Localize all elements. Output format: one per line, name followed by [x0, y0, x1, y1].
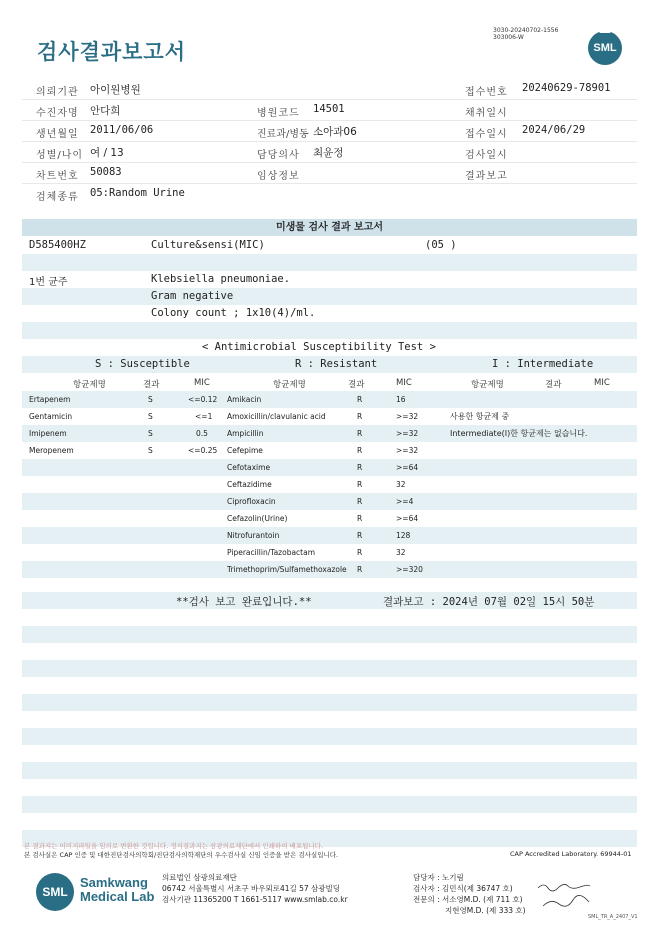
empty-band — [22, 694, 637, 711]
drug-name: Gentamicin — [29, 412, 73, 421]
sml-logo-bottom: SML — [36, 873, 74, 911]
form-code: SML_TR_A_2407_V1 — [588, 914, 638, 920]
drug-mic: 0.5 — [196, 429, 208, 438]
receipt-no-value: 20240629-78901 — [522, 82, 611, 94]
col-result-header-1: 결과 — [143, 380, 160, 390]
empty-band — [22, 626, 637, 643]
staff-specialist-2: 지현영M.D. (제 333 호) — [445, 906, 526, 915]
signature-stroke — [543, 895, 589, 906]
institution-value: 아이원병원 — [90, 84, 141, 96]
empty-band — [22, 728, 637, 745]
doc-codes — [493, 27, 558, 41]
drug-result: R — [357, 446, 363, 455]
ast-title: < Antimicrobial Susceptibility Test > — [202, 341, 436, 353]
band-row — [22, 391, 637, 408]
certification-note: 본 검사실은 CAP 인증 및 대한진단검사의학회/진단검사의학재단의 우수검사실 신임 인증을 받은 검사실입니다. — [24, 851, 339, 859]
doc-code-1: 3030-20240702-1556 — [493, 27, 559, 34]
cap-accreditation: CAP Accredited Laboratory. 69944-01 — [510, 850, 632, 858]
drug-mic: 32 — [396, 548, 406, 557]
test-row — [22, 237, 637, 254]
drug-name: Ciprofloxacin — [227, 497, 276, 506]
drug-mic: >=32 — [396, 446, 419, 455]
signature-stroke — [538, 884, 590, 891]
info-row-3 — [22, 121, 637, 142]
empty-band — [22, 660, 637, 677]
patient-value: 안다희 — [90, 105, 121, 117]
drug-name: Cefazolin(Urine) — [227, 514, 288, 523]
report-complete: **검사 보고 완료입니다.** — [176, 596, 312, 608]
chart-no-value: 50083 — [90, 166, 122, 178]
col-drug-header-2: 항균제명 — [273, 380, 306, 390]
gram-stain: Gram negative — [151, 290, 234, 302]
staff-contact: 담당자 : 노기림 — [413, 873, 464, 882]
sex-age-label: 성별/나이 — [36, 150, 84, 161]
intermediate-note-1: 사용한 항균제 중 — [450, 412, 510, 421]
drug-mic: >=4 — [396, 497, 414, 506]
info-row-2 — [22, 100, 637, 121]
organism-name: Klebsiella pneumoniae. — [151, 273, 291, 285]
drug-name: Cefepime — [227, 446, 263, 455]
org-contact: 검사기관 11365200 T 1661-5117 www.smlab.co.kr — [162, 895, 348, 904]
drug-result: S — [148, 429, 153, 438]
dept-value: 소아과06 — [313, 126, 357, 138]
drug-name: Ertapenem — [29, 395, 71, 404]
specimen-label: 검체종류 — [36, 192, 79, 203]
band-row — [22, 322, 637, 339]
org-name: 의료법인 삼광의료재단 — [162, 873, 237, 882]
receipt-no-label: 접수번호 — [465, 87, 508, 98]
drug-result: R — [357, 480, 363, 489]
drug-mic: >=64 — [396, 514, 419, 523]
test-code: D585400HZ — [29, 239, 86, 251]
collection-date-label: 채취일시 — [465, 108, 508, 119]
col-result-header-3: 결과 — [545, 380, 562, 390]
drug-mic: >=320 — [396, 565, 423, 574]
doctor-label: 담당의사 — [257, 150, 300, 161]
intermediate-note-2: Intermediate(I)한 항균제는 없습니다. — [450, 429, 588, 438]
drug-name: Piperacillin/Tazobactam — [227, 548, 316, 557]
drug-result: R — [357, 429, 363, 438]
col-mic-header-1: MIC — [194, 378, 210, 388]
legend-susceptible: S : Susceptible — [95, 358, 190, 370]
drug-result: S — [148, 446, 153, 455]
org-address: 06742 서울특별시 서초구 바우뫼로41길 57 삼광빌딩 — [162, 884, 341, 893]
drug-name: Ampicillin — [227, 429, 264, 438]
brand-line-1: Samkwang — [80, 875, 148, 890]
drug-mic: 32 — [396, 480, 406, 489]
col-mic-header-3: MIC — [594, 378, 610, 388]
hospital-code-label: 병원코드 — [257, 108, 300, 119]
doctor-value: 최윤정 — [313, 147, 344, 159]
institution-label: 의뢰기관 — [36, 87, 79, 98]
drug-result: R — [357, 463, 363, 472]
test-number: (05 ) — [425, 239, 457, 251]
signature-graphic — [535, 876, 605, 916]
empty-band — [22, 762, 637, 779]
drug-name: Trimethoprim/Sulfamethoxazole — [227, 565, 347, 574]
micro-section-title: 미생물 검사 결과 보고서 — [22, 219, 637, 236]
test-date-label: 검사일시 — [465, 150, 508, 161]
drug-name: Imipenem — [29, 429, 67, 438]
page-title: 검사결과보고서 — [37, 40, 187, 64]
report-time: 결과보고 : 2024년 07월 02일 15시 50분 — [383, 596, 595, 608]
legend-intermediate: I : Intermediate — [492, 358, 594, 370]
colony-count: Colony count ; 1x10(4)/ml. — [151, 307, 316, 319]
dob-value: 2011/06/06 — [90, 124, 154, 136]
drug-name: Amoxicillin/clavulanic acid — [227, 412, 326, 421]
drug-result: R — [357, 514, 363, 523]
drug-name: Nitrofurantoin — [227, 531, 280, 540]
receipt-date-value: 2024/06/29 — [522, 124, 586, 136]
disclaimer-note: 본 결과지는 이미지파일을 임의로 변환한 것입니다. 정식결과지는 삼광의료재단에서 인쇄하여 배포됩니다. — [24, 842, 324, 850]
band-row — [22, 493, 637, 510]
drug-mic: <=1 — [195, 412, 213, 421]
drug-result: R — [357, 548, 363, 557]
col-result-header-2: 결과 — [348, 380, 365, 390]
brand-name — [80, 876, 154, 904]
sml-logo: SML — [588, 31, 622, 65]
chart-no-label: 차트번호 — [36, 171, 79, 182]
drug-mic: 128 — [396, 531, 411, 540]
drug-mic: >=64 — [396, 463, 419, 472]
drug-mic: >=32 — [396, 412, 419, 421]
drug-result: R — [357, 565, 363, 574]
report-label: 결과보고 — [465, 171, 508, 182]
drug-result: R — [357, 412, 363, 421]
drug-mic: <=0.25 — [188, 446, 218, 455]
drug-name: Cefotaxime — [227, 463, 271, 472]
patient-label: 수진자명 — [36, 108, 79, 119]
drug-mic: 16 — [396, 395, 406, 404]
receipt-date-label: 접수일시 — [465, 129, 508, 140]
info-row-4 — [22, 142, 637, 163]
info-row-5 — [22, 163, 637, 184]
doc-code-2: 303006-W — [493, 34, 524, 41]
test-name: Culture&sensi(MIC) — [151, 239, 265, 251]
col-drug-header-1: 항균제명 — [73, 380, 106, 390]
sex-age-value: 여 / 13 — [90, 147, 124, 159]
clinical-label: 임상정보 — [257, 171, 300, 182]
drug-mic: >=32 — [396, 429, 419, 438]
band-row — [22, 459, 637, 476]
empty-band — [22, 796, 637, 813]
organism-label: 1번 균주 — [29, 277, 68, 288]
staff-specialist-1: 전문의 : 서소영M.D. (제 711 호) — [413, 895, 523, 904]
brand-line-2: Medical Lab — [80, 889, 155, 904]
band-row — [22, 527, 637, 544]
hospital-code-value: 14501 — [313, 103, 345, 115]
info-row-1 — [22, 79, 637, 100]
drug-result: R — [357, 395, 363, 404]
legend-resistant: R : Resistant — [295, 358, 378, 370]
col-mic-header-2: MIC — [396, 378, 412, 388]
drug-mic: <=0.12 — [188, 395, 218, 404]
band-row — [22, 288, 637, 305]
specimen-value: 05:Random Urine — [90, 187, 185, 199]
staff-tester: 검사자 : 김민식(제 36747 호) — [413, 884, 513, 893]
drug-result: S — [148, 412, 153, 421]
drug-result: R — [357, 531, 363, 540]
drug-name: Ceftazidime — [227, 480, 272, 489]
info-row-6 — [22, 184, 637, 204]
dept-label: 진료과/병동 — [257, 129, 309, 140]
drug-name: Meropenem — [29, 446, 74, 455]
drug-result: S — [148, 395, 153, 404]
drug-name: Amikacin — [227, 395, 262, 404]
band-row — [22, 254, 637, 271]
col-drug-header-3: 항균제명 — [471, 380, 504, 390]
dob-label: 생년월일 — [36, 129, 79, 140]
drug-result: R — [357, 497, 363, 506]
